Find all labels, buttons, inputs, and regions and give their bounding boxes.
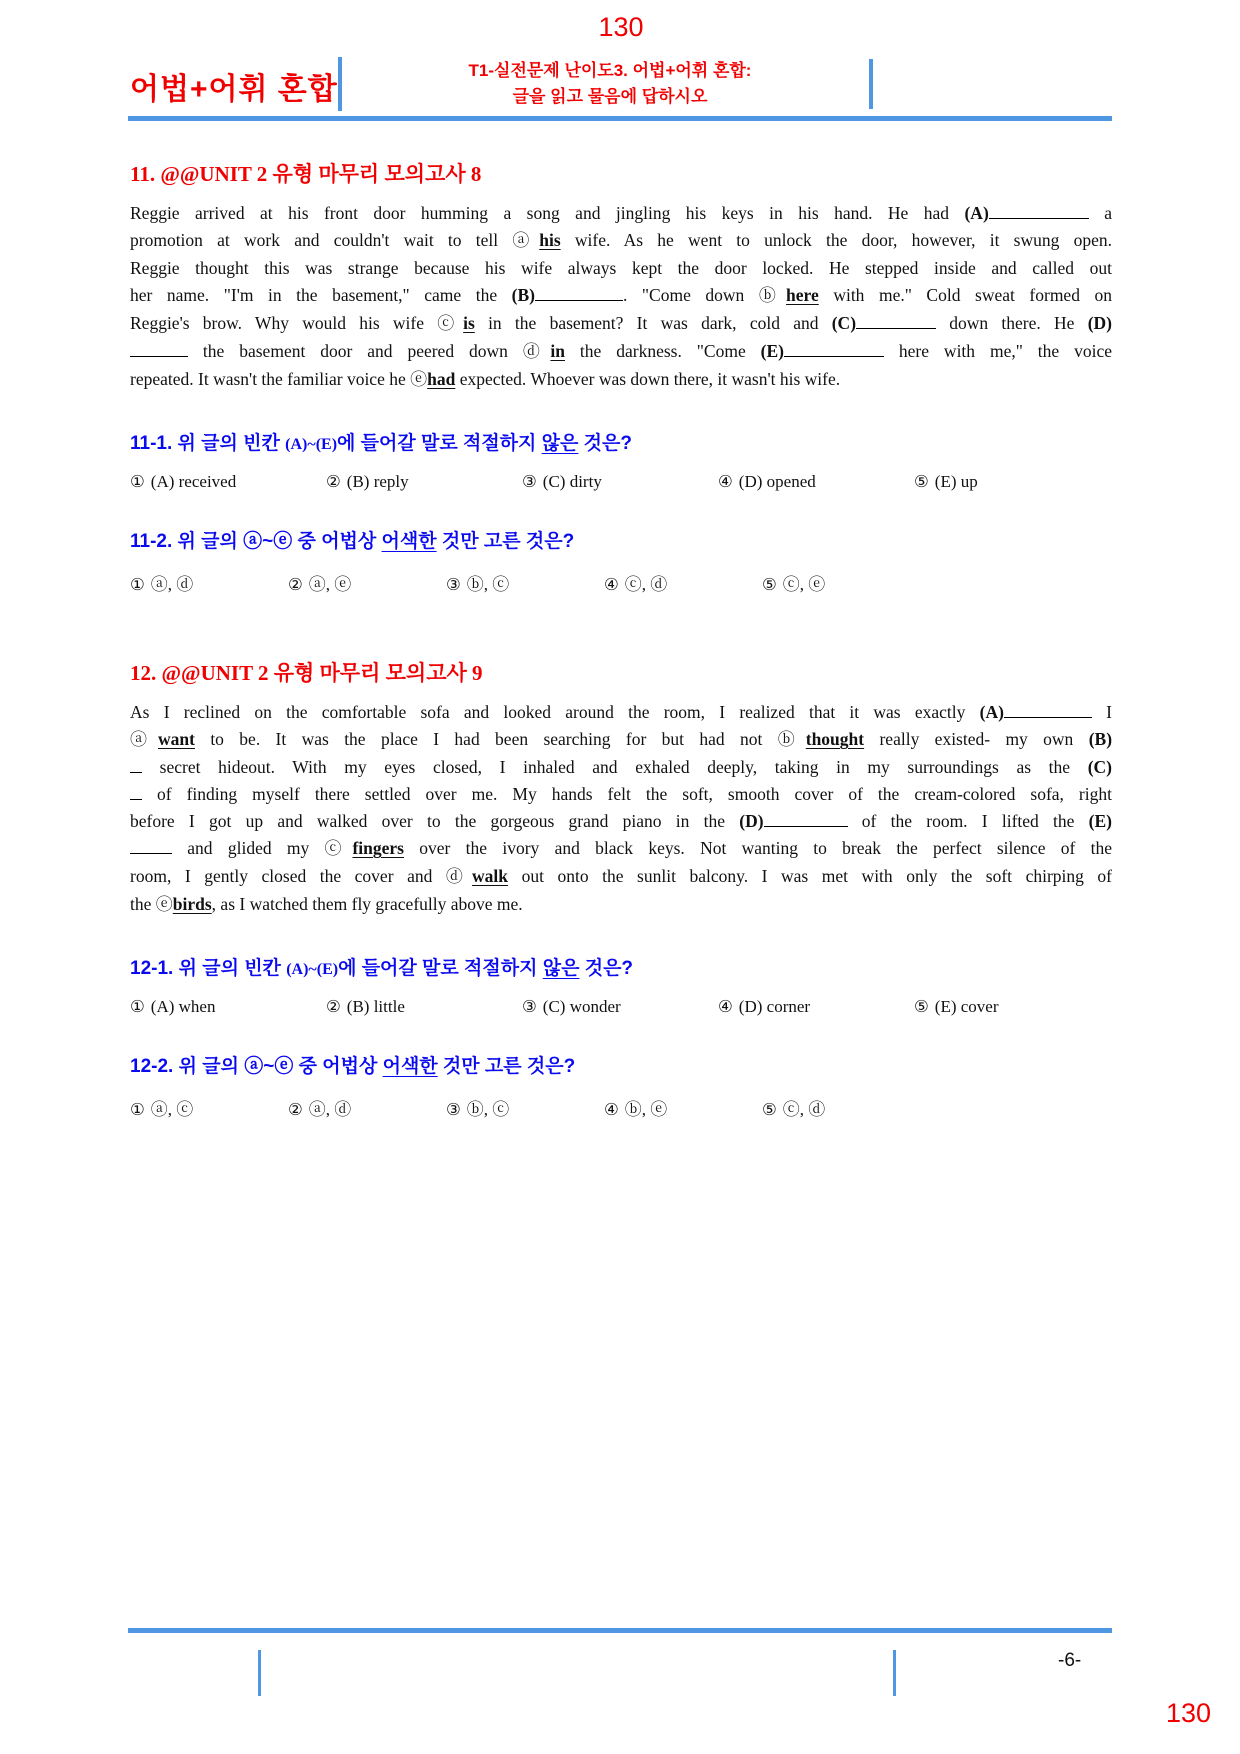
option-item xyxy=(446,1095,604,1120)
option-item xyxy=(288,570,446,595)
circled-letter-icon: ⓒ xyxy=(324,839,353,859)
text-run: wife. As he went to unlock the door, however, it swung open. xyxy=(560,230,1113,250)
option-item xyxy=(762,1095,920,1120)
question-heading xyxy=(130,1051,1112,1078)
text-run: Reggie arrived at his front door humming a song and jingling his keys in his hand. He had xyxy=(130,203,965,223)
text-run: of the room. I lifted the xyxy=(847,811,1089,831)
blank-line xyxy=(130,838,172,854)
bottom-page-number: 130 xyxy=(1166,1698,1212,1728)
text-run: down there. He xyxy=(936,313,1088,333)
passage-line xyxy=(130,891,1112,919)
blank-label: (E) xyxy=(1088,811,1112,831)
option-item xyxy=(718,997,914,1017)
option-label: ⓒ, ⓓ xyxy=(624,575,668,594)
option-number-icon: ② xyxy=(288,575,303,594)
option-label: (A) received xyxy=(150,472,237,491)
text-run: out onto the sunlit balcony. I was met with only the soft chirping of xyxy=(508,866,1112,886)
option-item xyxy=(130,997,326,1017)
option-number-icon: ④ xyxy=(604,575,619,594)
option-label: ⓐ, ⓓ xyxy=(150,575,194,594)
text-run: room, I gently closed the cover and xyxy=(130,866,446,886)
text-run: over the ivory and black keys. Not wanting to break the perfect silence of the xyxy=(404,838,1112,858)
option-item xyxy=(130,472,326,492)
blank-label: (D) xyxy=(1087,313,1112,333)
text-run: a xyxy=(1088,203,1112,223)
option-label: (D) corner xyxy=(738,997,811,1016)
option-item xyxy=(130,570,288,595)
text-run: in the basement? It was dark, cold and xyxy=(474,313,832,333)
circled-letter-icon: ⓔ xyxy=(155,895,173,915)
option-label: (E) up xyxy=(934,472,978,491)
underlined-word: fingers xyxy=(352,838,404,858)
text-run: 11-1. 위 글의 빈칸 xyxy=(130,433,286,454)
underlined-keyword: 않은 xyxy=(541,433,579,454)
header-divider-bar xyxy=(869,59,873,109)
blank-line xyxy=(130,784,142,800)
underlined-keyword: 않은 xyxy=(542,958,580,979)
option-number-icon: ③ xyxy=(446,1100,461,1119)
passage-line xyxy=(130,835,1112,863)
text-run: the xyxy=(130,894,156,914)
circled-letter-icon: ⓒ xyxy=(437,314,464,334)
option-item xyxy=(326,997,522,1017)
text-run: and glided my xyxy=(172,838,325,858)
option-number-icon: ② xyxy=(326,472,341,491)
header-center-line2: 글을 읽고 물음에 답하시오 xyxy=(512,87,708,106)
options-row xyxy=(130,1095,1112,1120)
option-number-icon: ③ xyxy=(522,997,537,1016)
option-label: ⓒ, ⓓ xyxy=(782,1100,826,1119)
circled-letter-icon: ⓐ xyxy=(512,231,540,251)
section-title: 12. @@UNIT 2 유형 마무리 모의고사 9 xyxy=(130,661,483,685)
passage-line xyxy=(130,227,1112,255)
passage-line xyxy=(130,726,1112,754)
marked-word xyxy=(512,230,560,250)
option-item xyxy=(130,1095,288,1120)
text-run: 것은? xyxy=(579,958,634,979)
text-run: . "Come down xyxy=(622,285,759,305)
option-label: ⓑ, ⓒ xyxy=(466,1100,510,1119)
marked-word xyxy=(325,838,404,858)
blank-line xyxy=(856,313,936,329)
blank-line xyxy=(764,811,848,827)
option-item xyxy=(914,997,1110,1017)
option-item xyxy=(522,472,718,492)
text-run: the basement door and peered down xyxy=(188,341,523,361)
text-run: ⓐ~ⓔ xyxy=(243,531,293,552)
footer-page-label: -6- xyxy=(1058,1650,1082,1671)
option-label: (C) wonder xyxy=(542,997,621,1016)
underlined-word: birds xyxy=(172,894,212,914)
question-heading xyxy=(130,953,1112,980)
text-run: ⓐ~ⓔ xyxy=(244,1056,294,1077)
passage-line xyxy=(130,255,1112,282)
text-run: expected. Whoever was down there, it wasn't his wife. xyxy=(455,369,841,389)
option-number-icon: ④ xyxy=(718,997,733,1016)
option-item xyxy=(718,472,914,492)
passage xyxy=(130,200,1112,394)
question-section xyxy=(130,158,1112,595)
underlined-word: had xyxy=(427,369,456,389)
blank-line xyxy=(535,285,623,301)
option-label: ⓑ, ⓔ xyxy=(624,1100,668,1119)
text-run: to be. It was the place I had been searching for but had not xyxy=(194,729,778,749)
blank-line xyxy=(1004,702,1092,718)
passage-line xyxy=(130,754,1112,781)
marked-word xyxy=(437,313,475,333)
text-run: 11-2. 위 글의 xyxy=(130,531,244,552)
passage-line xyxy=(130,781,1112,808)
passage-line xyxy=(130,808,1112,835)
option-number-icon: ⑤ xyxy=(914,997,929,1016)
text-run: with me." Cold sweat formed on xyxy=(818,285,1112,305)
text-run: 것만 고른 것은? xyxy=(436,531,575,552)
text-run: 에 들어갈 말로 적절하지 xyxy=(337,433,542,454)
underlined-word: thought xyxy=(805,729,865,749)
marked-word xyxy=(759,285,819,305)
blank-label: (C) xyxy=(1087,757,1112,777)
marked-word xyxy=(446,866,508,886)
option-label: (C) dirty xyxy=(542,472,602,491)
option-item xyxy=(446,570,604,595)
options-row xyxy=(130,570,1112,595)
option-item xyxy=(604,570,762,595)
marked-word xyxy=(410,369,455,389)
text-run: of finding myself there settled over me. My hands felt the soft, smooth cover of the cream-colored sofa, right xyxy=(142,784,1112,804)
blank-line xyxy=(989,203,1089,219)
circled-letter-icon: ⓐ xyxy=(130,730,158,750)
underlined-keyword: 어색한 xyxy=(381,531,437,552)
option-item xyxy=(762,570,920,595)
option-number-icon: ④ xyxy=(604,1100,619,1119)
option-number-icon: ⑤ xyxy=(762,1100,777,1119)
header-center-line1: T1-실전문제 난이도3. 어법+어휘 혼합: xyxy=(468,61,752,80)
option-number-icon: ① xyxy=(130,997,145,1016)
option-label: ⓑ, ⓒ xyxy=(466,575,510,594)
question-heading xyxy=(130,428,1112,455)
circled-letter-icon: ⓔ xyxy=(410,370,428,390)
option-label: (B) reply xyxy=(346,472,409,491)
option-number-icon: ③ xyxy=(522,472,537,491)
option-label: (E) cover xyxy=(934,997,999,1016)
passage-line xyxy=(130,282,1112,310)
text-run: Reggie thought this was strange because his wife always kept the door locked. He stepped inside and called out xyxy=(130,258,1112,278)
circled-letter-icon: ⓓ xyxy=(522,342,551,362)
circled-letter-icon: ⓑ xyxy=(777,730,806,750)
passage-line xyxy=(130,699,1112,726)
blank-line xyxy=(784,341,884,357)
underlined-word: want xyxy=(158,729,195,749)
blank-line xyxy=(130,341,188,357)
blank-label: (D) xyxy=(739,811,764,831)
marked-word xyxy=(156,894,212,914)
underlined-keyword: 어색한 xyxy=(382,1056,438,1077)
text-run: 에 들어갈 말로 적절하지 xyxy=(338,958,543,979)
text-run: I xyxy=(1091,702,1112,722)
text-run: her name. "I'm in the basement," came the xyxy=(130,285,512,305)
header-divider-bar xyxy=(338,57,342,111)
footer-rule xyxy=(128,1628,1112,1633)
option-item xyxy=(288,1095,446,1120)
marked-word xyxy=(523,341,565,361)
option-item xyxy=(914,472,1110,492)
option-item xyxy=(604,1095,762,1120)
blank-line xyxy=(130,757,142,773)
option-number-icon: ⑤ xyxy=(914,472,929,491)
marked-word xyxy=(778,729,864,749)
text-run: really existed- my own xyxy=(864,729,1089,749)
option-number-icon: ② xyxy=(288,1100,303,1119)
passage-line xyxy=(130,863,1112,891)
footer-divider-bar xyxy=(258,1650,261,1696)
text-run: , as I watched them fly gracefully above me. xyxy=(211,894,523,914)
passage xyxy=(130,699,1112,919)
circled-letter-icon: ⓑ xyxy=(758,286,787,306)
question-section xyxy=(130,657,1112,1120)
underlined-word: is xyxy=(463,313,475,333)
option-item xyxy=(326,472,522,492)
underlined-word: his xyxy=(539,230,561,250)
option-label: (D) opened xyxy=(738,472,816,491)
header-center-title xyxy=(360,58,860,110)
passage-line xyxy=(130,338,1112,366)
option-label: ⓒ, ⓔ xyxy=(782,575,826,594)
option-number-icon: ④ xyxy=(718,472,733,491)
option-label: ⓐ, ⓔ xyxy=(308,575,352,594)
option-number-icon: ⑤ xyxy=(762,575,777,594)
text-run: here with me," the voice xyxy=(883,341,1112,361)
option-number-icon: ② xyxy=(326,997,341,1016)
footer-divider-bar xyxy=(893,1650,896,1696)
passage-line xyxy=(130,310,1112,338)
blank-label: (A) xyxy=(964,203,989,223)
text-run: secret hideout. With my eyes closed, I inhaled and exhaled deeply, taking in my surroundings as the xyxy=(142,757,1088,777)
text-run: the darkness. "Come xyxy=(565,341,761,361)
options-row xyxy=(130,997,1112,1017)
text-run: 중 어법상 xyxy=(293,1056,383,1077)
option-label: ⓐ, ⓓ xyxy=(308,1100,352,1119)
option-number-icon: ① xyxy=(130,575,145,594)
option-label: ⓐ, ⓒ xyxy=(150,1100,194,1119)
option-item xyxy=(522,997,718,1017)
top-page-number: 130 xyxy=(598,12,644,42)
circled-letter-icon: ⓓ xyxy=(445,867,473,887)
underlined-word: in xyxy=(550,341,565,361)
text-run: 중 어법상 xyxy=(292,531,382,552)
marked-word xyxy=(130,729,195,749)
text-run: 12-2. 위 글의 xyxy=(130,1056,245,1077)
underlined-word: walk xyxy=(472,866,509,886)
option-label: (A) when xyxy=(150,997,216,1016)
underlined-word: here xyxy=(786,285,819,305)
range-label: (A)~(E) xyxy=(285,436,338,453)
blank-label: (E) xyxy=(760,341,784,361)
passage-line xyxy=(130,366,1112,394)
text-run: before I got up and walked over to the gorgeous grand piano in the xyxy=(130,811,740,831)
option-number-icon: ③ xyxy=(446,575,461,594)
header-left-title: 어법+어휘 혼합 xyxy=(130,73,338,106)
text-run: repeated. It wasn't the familiar voice he xyxy=(130,369,411,389)
option-number-icon: ① xyxy=(130,1100,145,1119)
blank-label: (B) xyxy=(511,285,535,305)
text-run: 12-1. 위 글의 빈칸 xyxy=(130,958,287,979)
range-label: (A)~(E) xyxy=(286,961,339,978)
blank-label: (A) xyxy=(979,702,1004,722)
section-title: 11. @@UNIT 2 유형 마무리 모의고사 8 xyxy=(130,162,482,186)
text-run: 것은? xyxy=(578,433,632,454)
text-run: 것만 고른 것은? xyxy=(437,1056,576,1077)
text-run: Reggie's brow. Why would his wife xyxy=(130,313,438,333)
option-label: (B) little xyxy=(346,997,405,1016)
header-rule xyxy=(128,116,1112,121)
blank-label: (B) xyxy=(1088,729,1113,749)
blank-label: (C) xyxy=(831,313,857,333)
text-run: As I reclined on the comfortable sofa and looked around the room, I realized that it was exactly xyxy=(130,702,980,722)
passage-line xyxy=(130,200,1112,227)
options-row xyxy=(130,472,1112,492)
question-heading xyxy=(130,526,1112,553)
option-number-icon: ① xyxy=(130,472,145,491)
text-run: promotion at work and couldn't wait to tell xyxy=(130,230,513,250)
worksheet-content xyxy=(130,138,1112,1182)
